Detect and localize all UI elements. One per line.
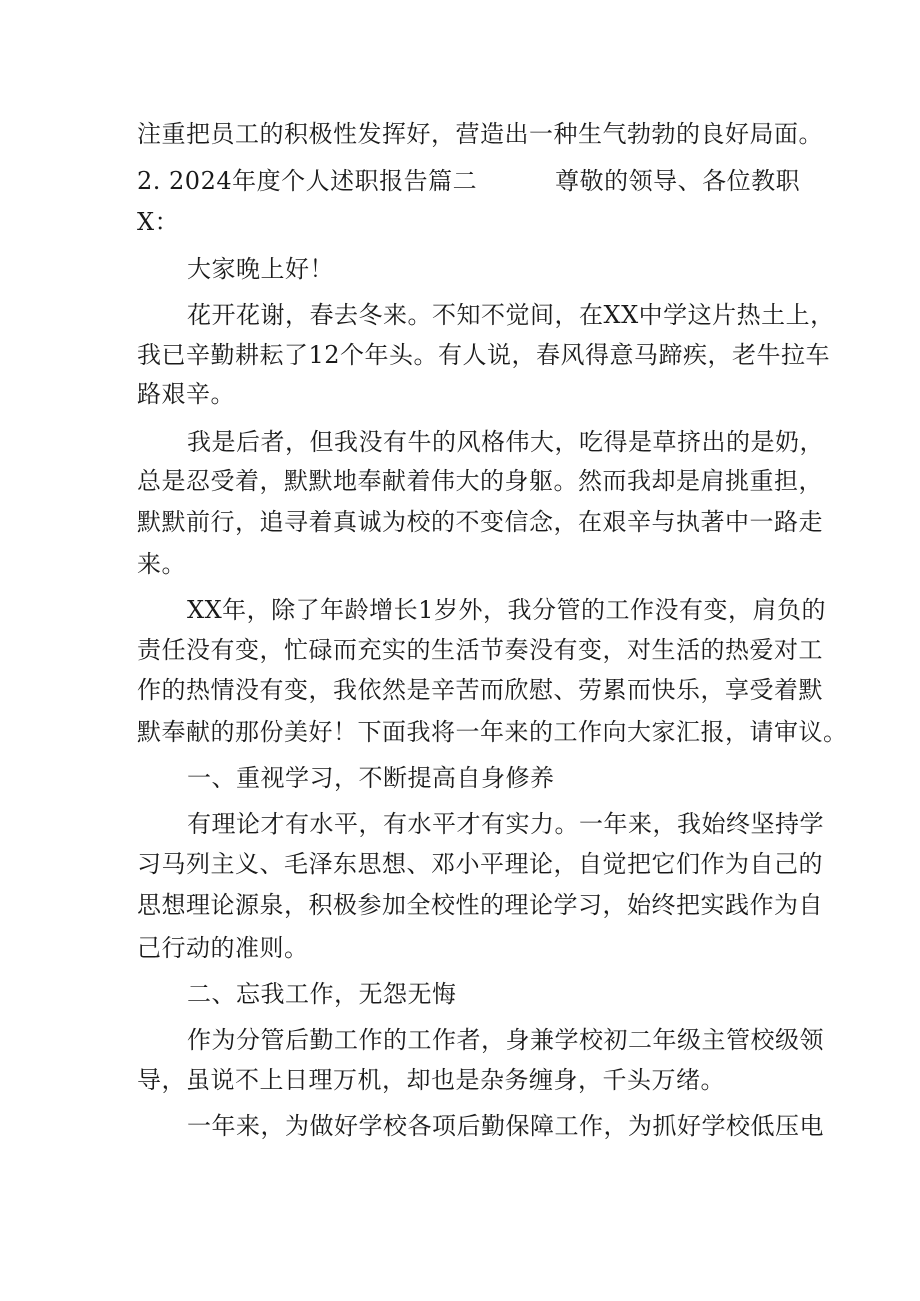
text-line: 一年来，为做好学校各项后勤保障工作，为抓好学校低压电 xyxy=(187,1112,824,1140)
subheading: 二、忘我工作，无怨无悔 xyxy=(187,980,457,1008)
text-line: 作的热情没有变，我依然是辛苦而欣慰、劳累而快乐，享受着默 xyxy=(137,676,823,704)
text-line: XX年，除了年龄增长1岁外，我分管的工作没有变，肩负的 xyxy=(187,596,826,624)
text-line: 责任没有变，忙碌而充实的生活节奏没有变，对生活的热爱对工 xyxy=(137,636,823,664)
text-line: 总是忍受着，默默地奉献着伟大的身躯。然而我却是肩挑重担， xyxy=(137,467,823,495)
text-line: 习马列主义、毛泽东思想、邓小平理论，自觉把它们作为自己的 xyxy=(137,850,823,878)
text-line: 导，虽说不上日理万机，却也是杂务缠身，千头万绪。 xyxy=(137,1066,725,1094)
text-line: 思想理论源泉，积极参加全校性的理论学习，始终把实践作为自 xyxy=(137,891,823,919)
subheading: 一、重视学习，不断提高自身修养 xyxy=(187,764,555,792)
section-heading: 2. 2024年度个人述职报告篇二 xyxy=(137,167,478,195)
text-line: 默奉献的那份美好！下面我将一年来的工作向大家汇报，请审议。 xyxy=(137,718,848,746)
text-line: 我是后者，但我没有牛的风格伟大，吃得是草挤出的是奶， xyxy=(187,428,824,456)
text-line: 作为分管后勤工作的工作者，身兼学校初二年级主管校级领 xyxy=(187,1026,824,1054)
salutation: 尊敬的领导、各位教职 xyxy=(555,167,801,195)
text-line: 我已辛勤耕耘了12个年头。有人说，春风得意马蹄疾，老牛拉车 xyxy=(137,341,831,369)
text-line: 默默前行，追寻着真诚为校的不变信念，在艰辛与执著中一路走 xyxy=(137,508,823,536)
text-line: X： xyxy=(137,208,180,236)
text-line: 己行动的准则。 xyxy=(137,934,309,962)
text-line: 路艰辛。 xyxy=(137,380,235,408)
text-line: 有理论才有水平，有水平才有实力。一年来，我始终坚持学 xyxy=(187,810,824,838)
text-line: 来。 xyxy=(137,550,186,578)
text-line: 注重把员工的积极性发挥好，营造出一种生气勃勃的良好局面。 xyxy=(137,120,823,148)
greeting: 大家晚上好！ xyxy=(187,255,334,283)
text-line: 花开花谢，春去冬来。不知不觉间，在XX中学这片热土上， xyxy=(187,301,835,329)
section-heading-line xyxy=(137,169,800,193)
